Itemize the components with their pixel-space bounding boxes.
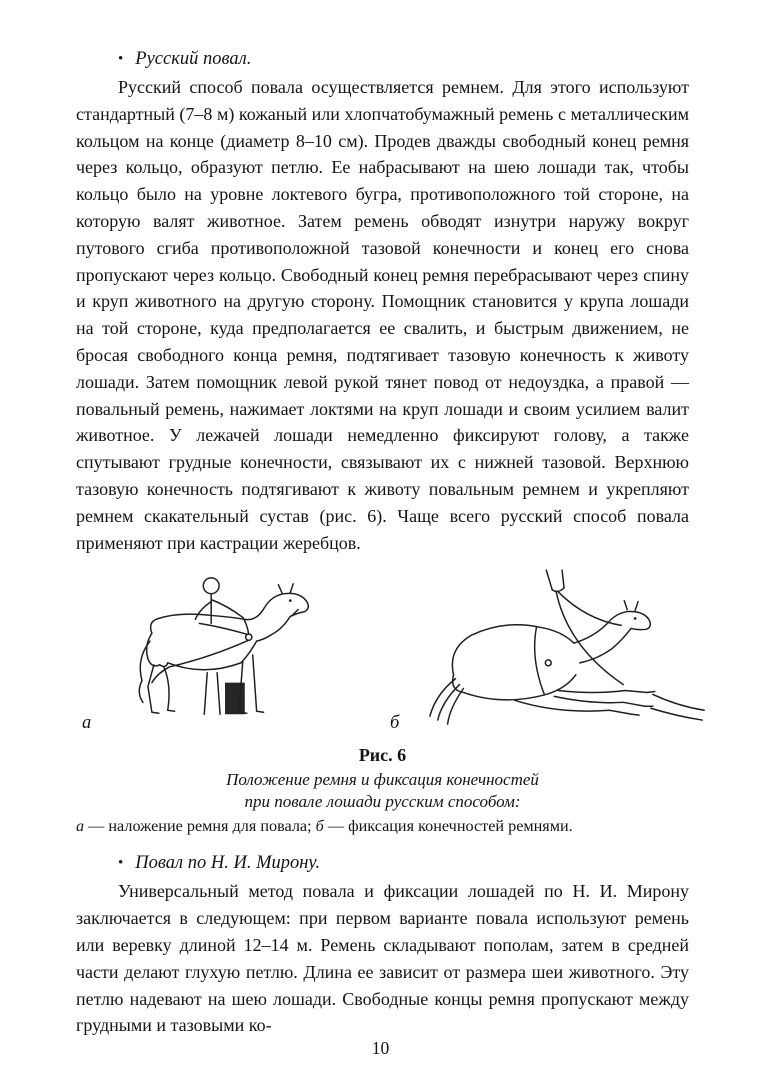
- bullet-item-russian-poval: [76, 46, 689, 73]
- figure-6: [82, 568, 689, 736]
- figure-legend: [76, 816, 689, 837]
- bullet-dot: •: [118, 51, 124, 67]
- figure-a-illustration: [108, 568, 346, 736]
- figure-number: Рис. 6: [358, 745, 407, 766]
- figure-caption-line-2: при повале лошади русским способом:: [244, 791, 521, 811]
- figure-legend-a-label: а: [76, 817, 85, 836]
- figure-legend-a-text: — наложение ремня для повала;: [84, 817, 316, 836]
- figure-b: [390, 568, 716, 736]
- paragraph-poval-mironu: Универсальный метод повала и фиксации лошадей по Н. И. Мирону заключается в следующем: при первом варианте повала используют ремень или веревку длиной 12–14 м. Ремень складывают пополам, затем в средней части делают глухую петлю. Длина ее зависит от размера шеи животного. Эту петлю надевают на шею лошади. Свободные концы ремня пропускают между грудными и тазовыми ко-: [76, 881, 689, 1036]
- figure-b-illustration: [420, 568, 716, 736]
- bullet-item-label: Повал по Н. И. Мирону.: [135, 853, 321, 874]
- figure-legend-b-text: — фиксация конечностей ремнями.: [323, 817, 573, 836]
- bullet-item-label: Русский повал.: [135, 49, 252, 69]
- figure-caption-line-1: Положение ремня и фиксация конечностей: [226, 770, 539, 790]
- paragraph-russian-poval: Русский способ повала осуществляется ремнем. Для этого используют стандартный (7–8 м) кожаный или хлопчатобумажный ремень с металлическим кольцом на конце (диаметр 8–10 см). Продев дважды свободный конец ремня через кольцо, образуют петлю. Ее набрасывают на шею лошади так, чтобы кольцо было на уровне локтевого бугра, противоположного той стороне, на которую валят животное. Затем ремень обводят изнутри наружу вокруг путового сгиба противоположной тазовой конечности и конец его снова пропускают через кольцо. Свободный конец ремня перебрасывают через спину и круп животного на другую сторону. Помощник становится у крупа лошади на той стороне, куда предполагается ее свалить, и быстрым движением, не бросая свободного конца ремня, подтягивает тазовую конечность к животу лошади. Затем помощник левой рукой тянет повод от недоуздка, а правой — повальный ремень, нажимает локтями на круп лошади и своим усилием валит животное. У лежачей лошади немедленно фиксируют голову, а также спутывают грудные конечности, связывают их с нижней тазовой. Верхнюю тазовую конечность подтягивают к животу повальным ремнем и укрепляют ремнем скакательный сустав (рис. 6). Чаще всего русский способ повала применяют при кастрации жеребцов.: [76, 77, 689, 553]
- bullet-dot: •: [118, 855, 124, 872]
- page-number: 10: [371, 1038, 390, 1058]
- figure-legend-b-label: б: [315, 817, 324, 836]
- bullet-item-poval-mironu: [76, 850, 689, 877]
- figure-b-label: б: [390, 713, 400, 734]
- figure-a-label: а: [82, 713, 92, 734]
- figure-a: [82, 568, 346, 736]
